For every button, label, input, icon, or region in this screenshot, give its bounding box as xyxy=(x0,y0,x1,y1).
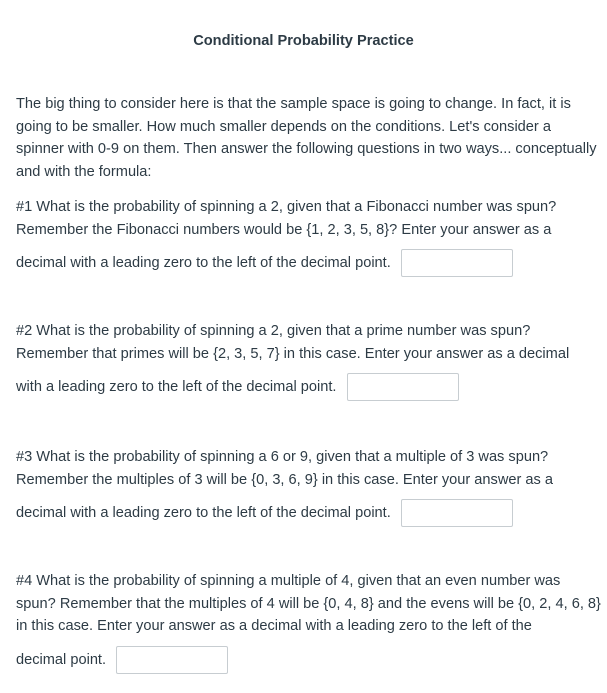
question-4 xyxy=(16,570,602,674)
question-4-text: #4 What is the probability of spinning a multiple of 4, given that an even number was spun? Remember that the multiples of 4 will be {0, 4, 8} and the evens will be {0, 2, 4, 6, 8} in this case. Enter your answer as a decimal with a leading zero to the left of the xyxy=(16,573,601,634)
intro-paragraph: The big thing to consider here is that the sample space is going to change. In fact, it is going to be smaller. How much smaller depends on the conditions. Let's consider a spinner with 0-9 on them. Then answer the following questions in two ways... conceptually and with the formula: xyxy=(16,96,597,180)
question-3-answer-input[interactable] xyxy=(401,499,513,527)
question-2-answer-line xyxy=(16,373,602,401)
question-3-answer-line xyxy=(16,499,602,527)
question-3-text: #3 What is the probability of spinning a 6 or 9, given that a multiple of 3 was spun? Remember the multiples of 3 will be {0, 3, 6, 9} in this case. Enter your answer as a xyxy=(16,449,553,488)
question-3-tail: decimal with a leading zero to the left of the decimal point. xyxy=(16,504,391,521)
question-2-text: #2 What is the probability of spinning a 2, given that a prime number was spun? Remember that primes will be {2, 3, 5, 7} in this case. Enter your answer as a decimal xyxy=(16,323,570,362)
question-4-answer-line xyxy=(16,646,602,674)
question-1-answer-line xyxy=(16,249,602,277)
page-title: Conditional Probability Practice xyxy=(193,33,414,49)
question-4-tail: decimal point. xyxy=(16,651,107,668)
question-1-tail: decimal with a leading zero to the left of the decimal point. xyxy=(16,254,391,271)
question-2-tail: with a leading zero to the left of the decimal point. xyxy=(16,378,337,395)
question-2-answer-input[interactable] xyxy=(347,373,459,401)
question-4-answer-input[interactable] xyxy=(116,646,228,674)
question-3 xyxy=(16,446,602,527)
question-1 xyxy=(16,196,602,277)
question-1-text: #1 What is the probability of spinning a 2, given that a Fibonacci number was spun? Remember the Fibonacci numbers would be {1, 2, 3, 5, 8}? Enter your answer as a xyxy=(16,199,557,238)
question-2 xyxy=(16,320,602,401)
question-1-answer-input[interactable] xyxy=(401,249,513,277)
